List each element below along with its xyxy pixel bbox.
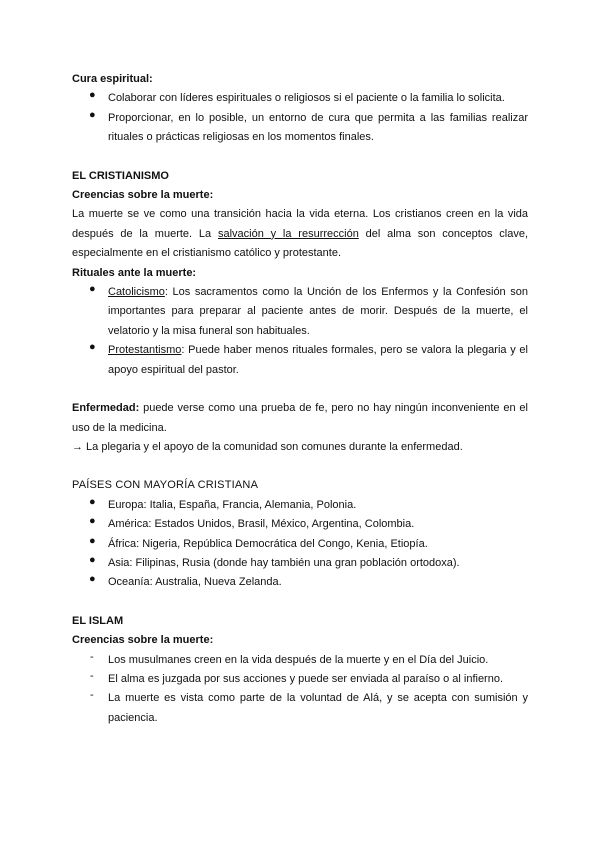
list-item-text: La muerte es vista como parte de la voluntad de Alá, y se acepta con sumisión y bbox=[108, 692, 528, 705]
document-page bbox=[72, 70, 528, 728]
paragraph-line: especialmente en el cristianismo católico y protestante. bbox=[72, 247, 342, 260]
list-item-text: importantes para preparar al paciente antes de morir. Después de la muerte, el bbox=[108, 305, 528, 318]
bullet-icon: ● bbox=[89, 534, 96, 547]
paragraph-line bbox=[72, 399, 528, 418]
list-item-text: Los musulmanes creen en la vida después de la muerte y en el Día del Juicio. bbox=[108, 653, 489, 666]
list-item-text: América: Estados Unidos, Brasil, México, Argentina, Colombia. bbox=[108, 518, 415, 531]
list-item bbox=[72, 496, 528, 515]
list-item-text: Asia: Filipinas, Rusia (donde hay también una gran población ortodoxa). bbox=[108, 556, 460, 569]
section-title-cristianismo: EL CRISTIANISMO bbox=[72, 169, 169, 182]
beliefs-heading: Creencias sobre la muerte: bbox=[72, 189, 214, 202]
list-item-text: velatorio y la misa funeral son habituales. bbox=[108, 324, 310, 337]
section-title-islam: EL ISLAM bbox=[72, 614, 124, 627]
list-item bbox=[72, 109, 528, 148]
list-item-text: Colaborar con líderes espirituales o religiosos si el paciente o la familia lo solicita. bbox=[108, 92, 505, 105]
dash-icon: - bbox=[90, 669, 94, 682]
bullet-icon: ● bbox=[89, 108, 96, 121]
cura-list bbox=[72, 89, 528, 147]
list-item-text: África: Nigeria, República Democrática del Congo, Kenia, Etiopía. bbox=[108, 537, 428, 550]
islam-list bbox=[72, 651, 528, 729]
rituals-heading: Rituales ante la muerte: bbox=[72, 266, 197, 279]
bullet-icon: ● bbox=[89, 341, 96, 354]
list-item bbox=[72, 535, 528, 554]
cura-heading: Cura espiritual: bbox=[72, 73, 153, 85]
text-span: : Puede haber menos rituales formales, pero se valora la plegaria y el bbox=[181, 344, 528, 357]
bullet-icon: ● bbox=[89, 283, 96, 296]
list-item bbox=[72, 89, 528, 108]
beliefs-heading: Creencias sobre la muerte: bbox=[72, 634, 214, 647]
list-item-text: Proporcionar, en lo posible, un entorno de cura que permita a las familias realizar bbox=[108, 111, 528, 124]
text-span: después de la muerte. La bbox=[72, 227, 218, 240]
list-item bbox=[72, 670, 528, 689]
bullet-icon: ● bbox=[89, 515, 96, 528]
bullet-icon: ● bbox=[89, 89, 96, 102]
arrow-line: → La plegaria y el apoyo de la comunidad son comunes durante la enfermedad. bbox=[72, 440, 463, 453]
list-item bbox=[72, 573, 528, 592]
underlined-text: Catolicismo bbox=[108, 286, 165, 299]
list-item bbox=[72, 283, 528, 341]
paragraph-line: La muerte se ve como una transición hacia la vida eterna. Los cristianos creen en la vida bbox=[72, 208, 528, 221]
underlined-text: salvación y la resurrección bbox=[217, 227, 359, 240]
rituals-list bbox=[72, 283, 528, 380]
list-item-text: El alma es juzgada por sus acciones y puede ser enviada al paraíso o al infierno. bbox=[108, 672, 504, 685]
list-item-text: apoyo espiritual del pastor. bbox=[108, 363, 239, 376]
underlined-text: Protestantismo bbox=[108, 344, 182, 357]
list-item bbox=[72, 689, 528, 728]
text-span: : Los sacramentos como la Unción de los Enfermos y la Confesión son bbox=[164, 286, 528, 299]
enfermedad-label: Enfermedad: bbox=[72, 402, 140, 415]
bullet-icon: ● bbox=[89, 573, 96, 586]
paragraph-line bbox=[72, 225, 528, 244]
list-item-text: Europa: Italia, España, Francia, Alemania, Polonia. bbox=[108, 498, 357, 511]
list-item bbox=[72, 554, 528, 573]
section-title-paises: PAÍSES CON MAYORÍA CRISTIANA bbox=[72, 479, 259, 492]
list-item bbox=[72, 651, 528, 670]
bullet-icon: ● bbox=[89, 553, 96, 566]
paises-list bbox=[72, 496, 528, 593]
list-item bbox=[72, 515, 528, 534]
list-item-text: paciencia. bbox=[108, 711, 158, 724]
dash-icon: - bbox=[90, 650, 94, 663]
list-item bbox=[72, 341, 528, 380]
paragraph-line: uso de la medicina. bbox=[72, 421, 167, 434]
list-item-text bbox=[108, 283, 528, 302]
list-item-text: Oceanía: Australia, Nueva Zelanda. bbox=[108, 576, 282, 589]
text-span: puede verse como una prueba de fe, pero no hay ningún inconveniente en el bbox=[139, 402, 528, 415]
text-span: del alma son conceptos clave, bbox=[358, 227, 528, 240]
bullet-icon: ● bbox=[89, 495, 96, 508]
dash-icon: - bbox=[90, 689, 94, 702]
list-item-text bbox=[108, 341, 528, 360]
list-item-text: rituales o prácticas religiosas en los momentos finales. bbox=[108, 131, 374, 144]
